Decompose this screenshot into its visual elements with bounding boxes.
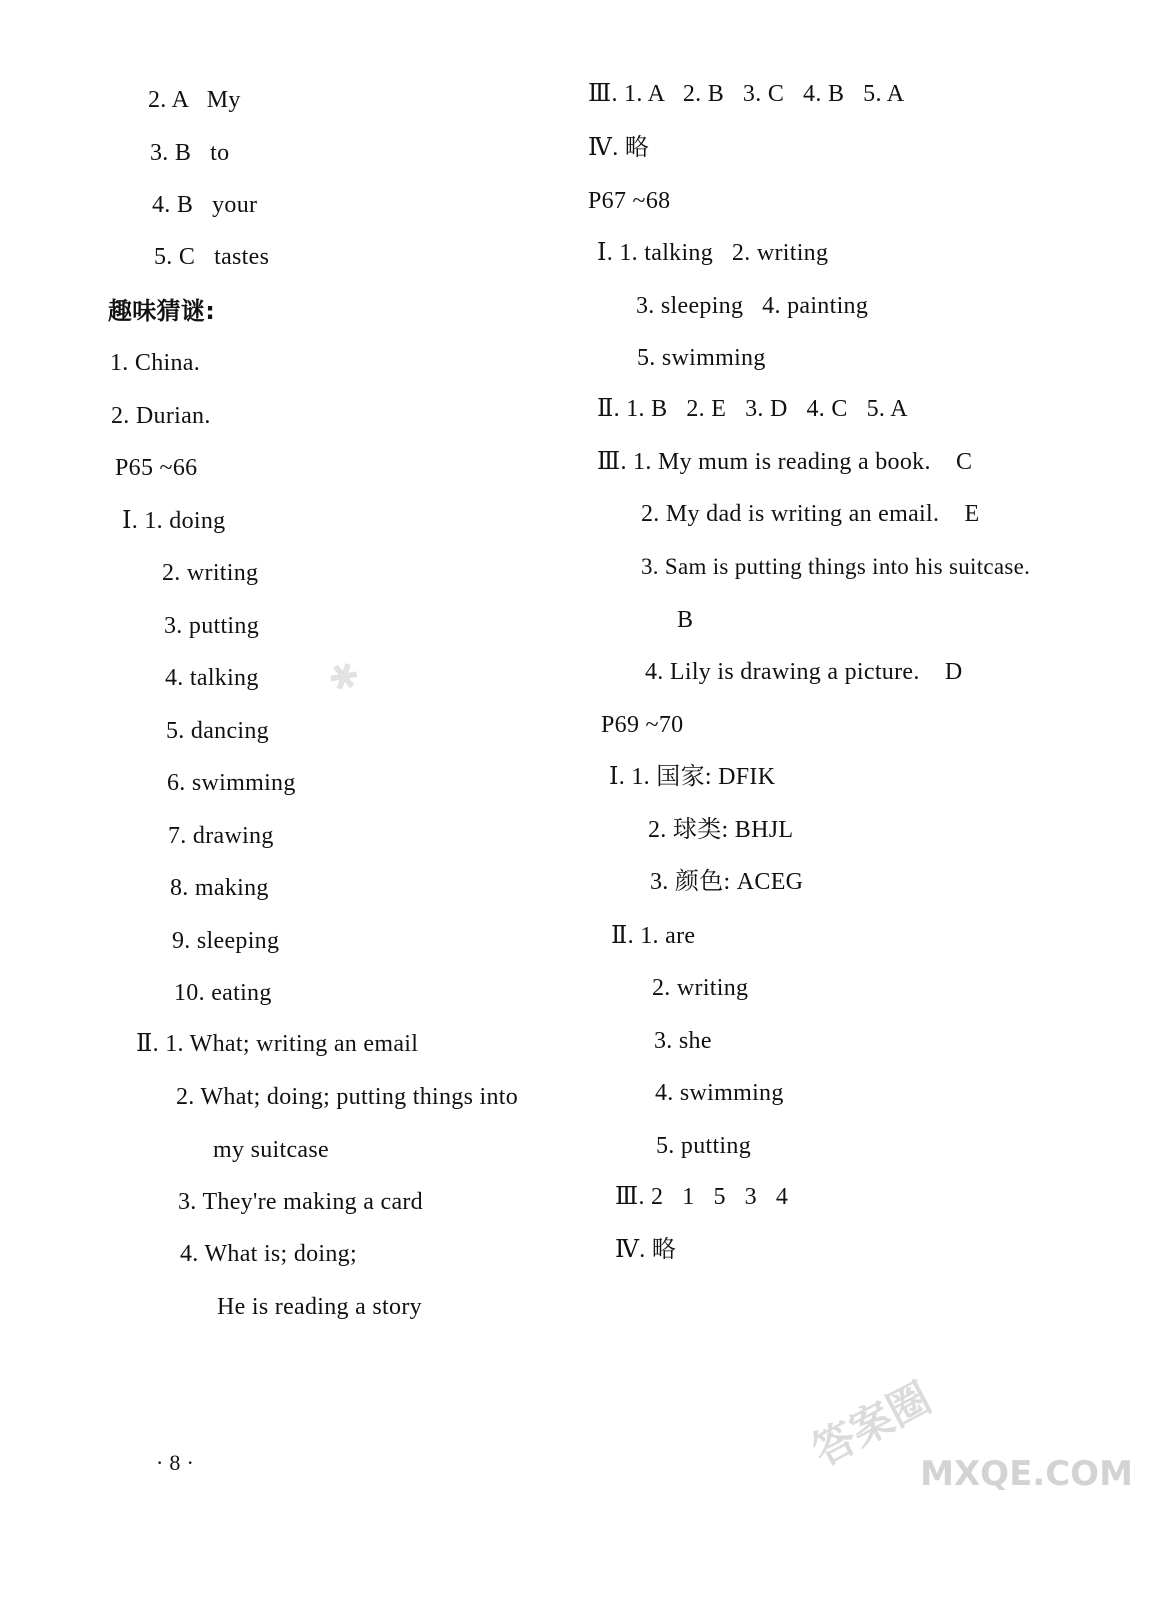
answer-line: 2. writing (652, 975, 749, 1001)
answer-line: 3. Sam is putting things into his suitcase. (641, 554, 1031, 579)
answer-line: Ⅱ. 1. B 2. E 3. D 4. C 5. A (597, 396, 908, 422)
answer-line: 4. What is; doing; (180, 1241, 357, 1267)
answer-line: 3. 颜色: ACEG (650, 869, 804, 895)
answer-line: 3. sleeping 4. painting (636, 293, 869, 319)
answer-line: 5. putting (656, 1133, 752, 1159)
page-range-heading: P65 ~66 (115, 455, 198, 481)
answer-line: 2. My dad is writing an email. E (641, 501, 980, 527)
answer-line: 3. putting (164, 613, 260, 639)
answer-line: 10. eating (174, 980, 272, 1006)
watermark-site: MXQE.COM (920, 1453, 1133, 1494)
answer-line: Ⅲ. 1. A 2. B 3. C 4. B 5. A (588, 81, 905, 107)
answer-line: He is reading a story (217, 1294, 422, 1320)
answer-line: 2. A My (148, 87, 241, 113)
answer-line: 6. swimming (167, 770, 296, 796)
answer-line: my suitcase (213, 1137, 329, 1163)
section-heading: 趣味猜谜: (108, 297, 216, 325)
answer-line: 5. dancing (166, 718, 269, 744)
answer-line: Ⅳ. 略 (588, 135, 650, 161)
answer-line: 4. B your (152, 192, 258, 218)
answer-line: Ⅱ. 1. What; writing an email (136, 1031, 419, 1057)
answer-line: 9. sleeping (172, 928, 280, 954)
answer-line: Ⅲ. 1. My mum is reading a book. C (597, 449, 973, 475)
answer-line: Ⅲ. 2 1 5 3 4 (615, 1184, 789, 1210)
answer-line: 2. What; doing; putting things into (176, 1084, 519, 1110)
answer-line: Ⅰ. 1. talking 2. writing (597, 240, 829, 266)
stamp-mark-icon: ✱ (320, 652, 370, 704)
answer-line: 1. China. (110, 350, 201, 376)
answer-line: 2. 球类: BHJL (648, 817, 794, 843)
answer-line: 2. writing (162, 560, 259, 586)
answer-line: 4. talking (165, 665, 259, 691)
answer-line: Ⅱ. 1. are (611, 923, 696, 949)
answer-line: Ⅰ. 1. 国家: DFIK (609, 764, 776, 790)
page-range-heading: P67 ~68 (588, 188, 671, 214)
watermark-logo (788, 1283, 1133, 1577)
answer-line: Ⅰ. 1. doing (122, 508, 226, 534)
answer-line: 5. C tastes (154, 244, 270, 270)
answer-line: B (677, 607, 694, 633)
answer-line: 3. she (654, 1028, 712, 1054)
answer-line: 4. Lily is drawing a picture. D (645, 659, 963, 685)
answer-line: Ⅳ. 略 (615, 1237, 677, 1263)
watermark-text: 答案圈 (804, 1373, 939, 1476)
answer-line: 3. They're making a card (178, 1189, 423, 1215)
answer-line: 4. swimming (655, 1080, 784, 1106)
answer-line: 3. B to (150, 140, 230, 166)
answer-line: 5. swimming (637, 345, 766, 371)
page-number: · 8 · (156, 1450, 195, 1475)
answer-line: 7. drawing (168, 823, 274, 849)
page-range-heading: P69 ~70 (601, 712, 684, 738)
answer-line: 8. making (170, 875, 269, 901)
answer-line: 2. Durian. (111, 403, 211, 429)
